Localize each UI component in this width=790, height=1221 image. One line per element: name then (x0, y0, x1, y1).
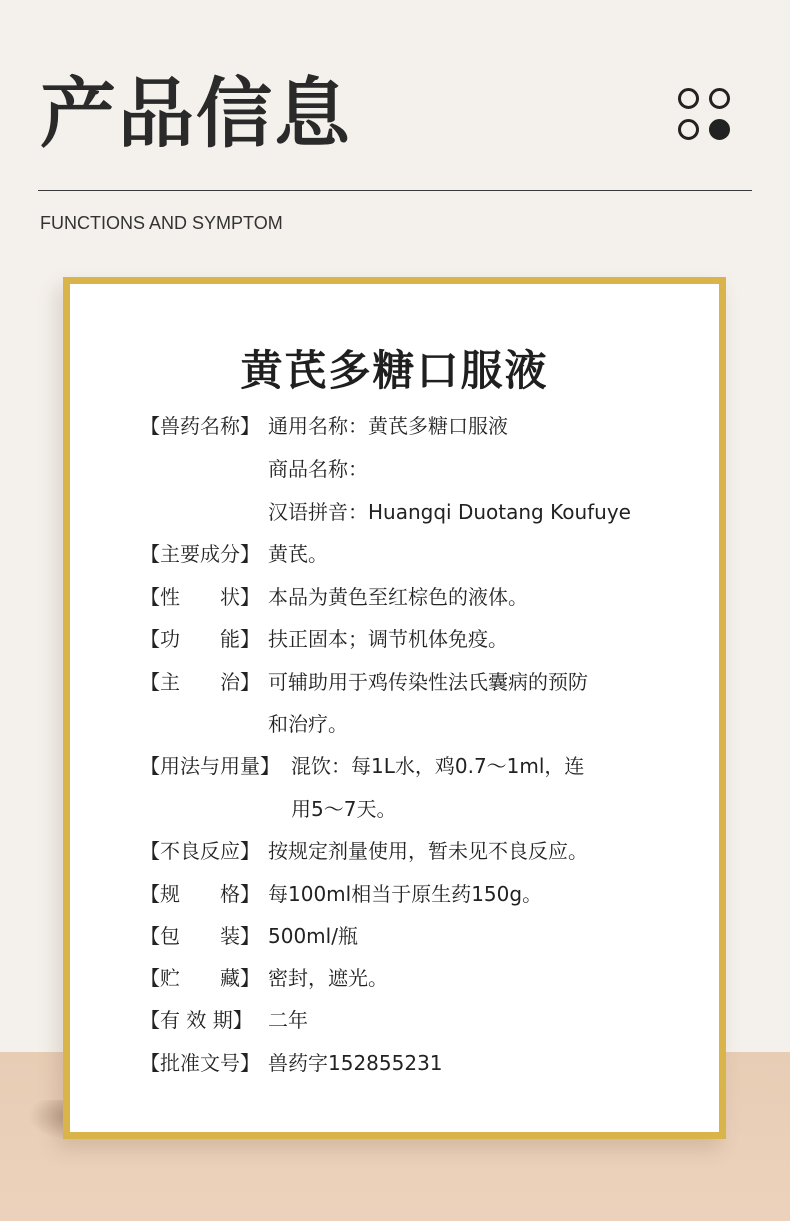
field-value: 二年 (268, 1008, 308, 1032)
field-row-specification (140, 880, 542, 908)
four-dots-icon (678, 88, 736, 146)
field-label: 【贮 藏】 (140, 966, 260, 990)
field-label: 【规 格】 (140, 882, 260, 906)
page-title: 产品信息 (40, 69, 352, 158)
field-value: 可辅助用于鸡传染性法氏囊病的预防 (268, 670, 588, 694)
field-row-adverse-reactions (140, 837, 588, 865)
field-row-approval-number (140, 1049, 443, 1077)
page-subtitle: FUNCTIONS AND SYMPTOM (40, 213, 283, 233)
field-value: 扶正固本；调节机体免疫。 (268, 627, 508, 651)
field-label: 【有 效 期】 (140, 1008, 253, 1032)
dot-filled-icon (709, 119, 730, 140)
field-label: 【功 能】 (140, 627, 260, 651)
field-row-pinyin (268, 498, 631, 526)
product-name: 黄芪多糖口服液 (240, 346, 549, 395)
dot-outline-icon (678, 119, 699, 140)
field-row-validity (140, 1006, 308, 1034)
field-label: 【不良反应】 (140, 839, 260, 863)
header-divider (38, 190, 752, 191)
field-row-indication (140, 668, 588, 696)
field-row-package (140, 922, 358, 950)
field-value: 汉语拼音：Huangqi Duotang Koufuye (268, 500, 631, 524)
dot-outline-icon (678, 88, 699, 109)
field-value: 按规定剂量使用，暂未见不良反应。 (268, 839, 588, 863)
field-row-storage (140, 964, 388, 992)
field-row-ingredients (140, 540, 328, 568)
field-label: 【兽药名称】 (140, 414, 260, 438)
field-value: 通用名称：黄芪多糖口服液 (268, 414, 508, 438)
field-row-function (140, 625, 508, 653)
field-row-vet-drug-name (140, 412, 508, 440)
field-value: 和治疗。 (268, 712, 348, 736)
field-value: 本品为黄色至红棕色的液体。 (268, 585, 528, 609)
field-row-dosage-cont (291, 795, 396, 823)
field-value: 商品名称： (268, 457, 368, 481)
field-label: 【主要成分】 (140, 542, 260, 566)
field-row-trade-name (268, 455, 368, 483)
field-value: 混饮：每1L水，鸡0.7～1ml，连 (291, 754, 585, 778)
info-card (63, 277, 726, 1139)
field-label: 【包 装】 (140, 924, 260, 948)
field-label: 【主 治】 (140, 670, 260, 694)
dot-outline-icon (709, 88, 730, 109)
field-value: 每100ml相当于原生药150g。 (268, 882, 543, 906)
field-value: 500ml/瓶 (268, 924, 358, 948)
field-label: 【用法与用量】 (140, 754, 280, 778)
field-value: 用5～7天。 (291, 797, 397, 821)
field-value: 密封，遮光。 (268, 966, 388, 990)
field-label: 【性 状】 (140, 585, 260, 609)
field-row-appearance (140, 583, 528, 611)
field-row-indication-cont (268, 710, 348, 738)
field-value: 兽药字152855231 (268, 1051, 443, 1075)
field-value: 黄芪。 (268, 542, 328, 566)
field-row-dosage (140, 752, 584, 780)
field-label: 【批准文号】 (140, 1051, 260, 1075)
